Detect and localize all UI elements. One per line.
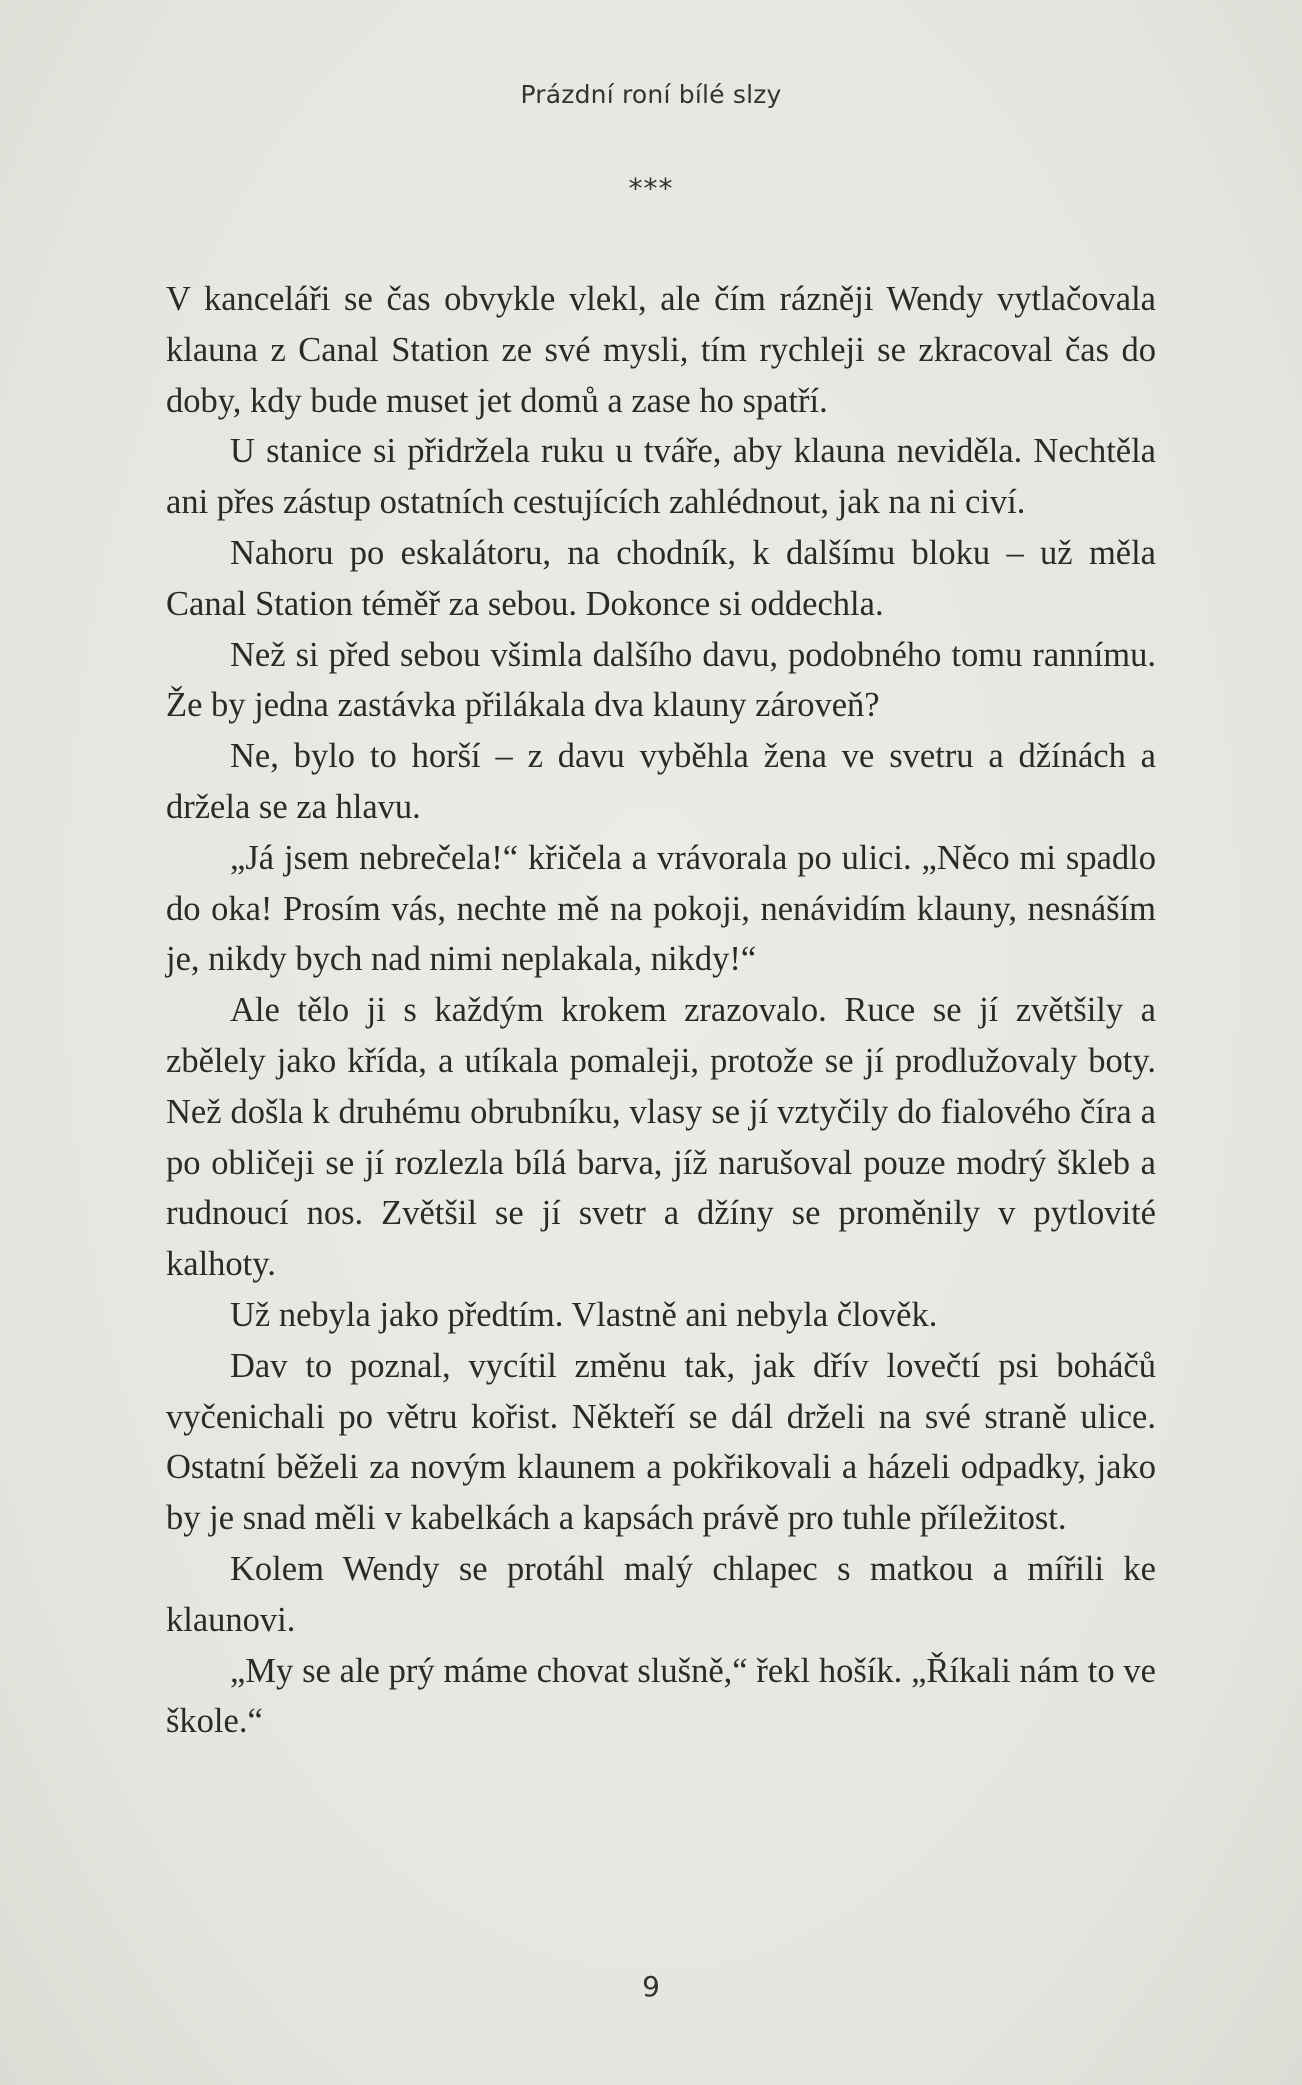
paragraph: Ne, bylo to horší – z davu vyběhla žena ve svetru a džínách a držela se za hlavu. — [166, 737, 1156, 826]
paragraph: Dav to poznal, vycítil změnu tak, jak dřív lovečtí psi boháčů vyčenichali po větru kořist. Někteří se dál drželi na své straně ulice. Ostatní běželi za novým klaunem a pokřikovali a házeli odpadky, jako by je snad měli v kabelkách a kapsách právě pro tuhle příležitost. — [166, 1346, 1156, 1538]
paragraph: U stanice si přidržela ruku u tváře, aby klauna neviděla. Nechtěla ani přes zástup ostatních cestujících zahlédnout, jak na ni civí. — [166, 432, 1156, 522]
paragraph: „My se ale prý máme chovat slušně,“ řekl hošík. „Říkali nám to ve škole.“ — [166, 1651, 1156, 1741]
body-text — [166, 274, 1156, 1747]
paragraph: „Já jsem nebrečela!“ křičela a vrávorala po ulici. „Něco mi spadlo do oka! Prosím vás, nechte mě na pokoji, nenávidím klauny, nesnáším je, nikdy bych nad nimi neplakala, nikdy!“ — [166, 838, 1156, 979]
paragraph: Než si před sebou všimla dalšího davu, podobného tomu rannímu. Že by jedna zastávka přilákala dva klauny zároveň? — [166, 635, 1156, 725]
paragraph: Kolem Wendy se protáhl malý chlapec s matkou a mířili ke klaunovi. — [166, 1549, 1156, 1639]
paragraph: Ale tělo ji s každým krokem zrazovalo. Ruce se jí zvětšily a zbělely jako křída, a utíkala pomaleji, protože se jí prodlužovaly boty. Než došla k druhému obrubníku, vlasy se jí vztyčily do fialového číra a po obličeji se jí rozlezla bílá barva, jíž narušoval pouze modrý škleb a rudnoucí nos. Zvětšil se jí svetr a džíny se proměnily v pytlovité kalhoty. — [166, 991, 1156, 1284]
section-break: *** — [628, 172, 674, 205]
paragraph: Nahoru po eskalátoru, na chodník, k dalšímu bloku – už měla Canal Station téměř za sebou. Dokonce si oddechla. — [166, 533, 1156, 623]
paragraph: V kanceláři se čas obvykle vlekl, ale čím rázněji Wendy vytlačovala klauna z Canal Station ze své mysli, tím rychleji se zkracoval čas do doby, kdy bude muset jet domů a zase ho spatří. — [166, 280, 1156, 420]
page-number: 9 — [642, 1970, 660, 2003]
paragraph: Už nebyla jako předtím. Vlastně ani nebyla člověk. — [230, 1295, 938, 1334]
running-title: Prázdní roní bílé slzy — [520, 80, 782, 109]
